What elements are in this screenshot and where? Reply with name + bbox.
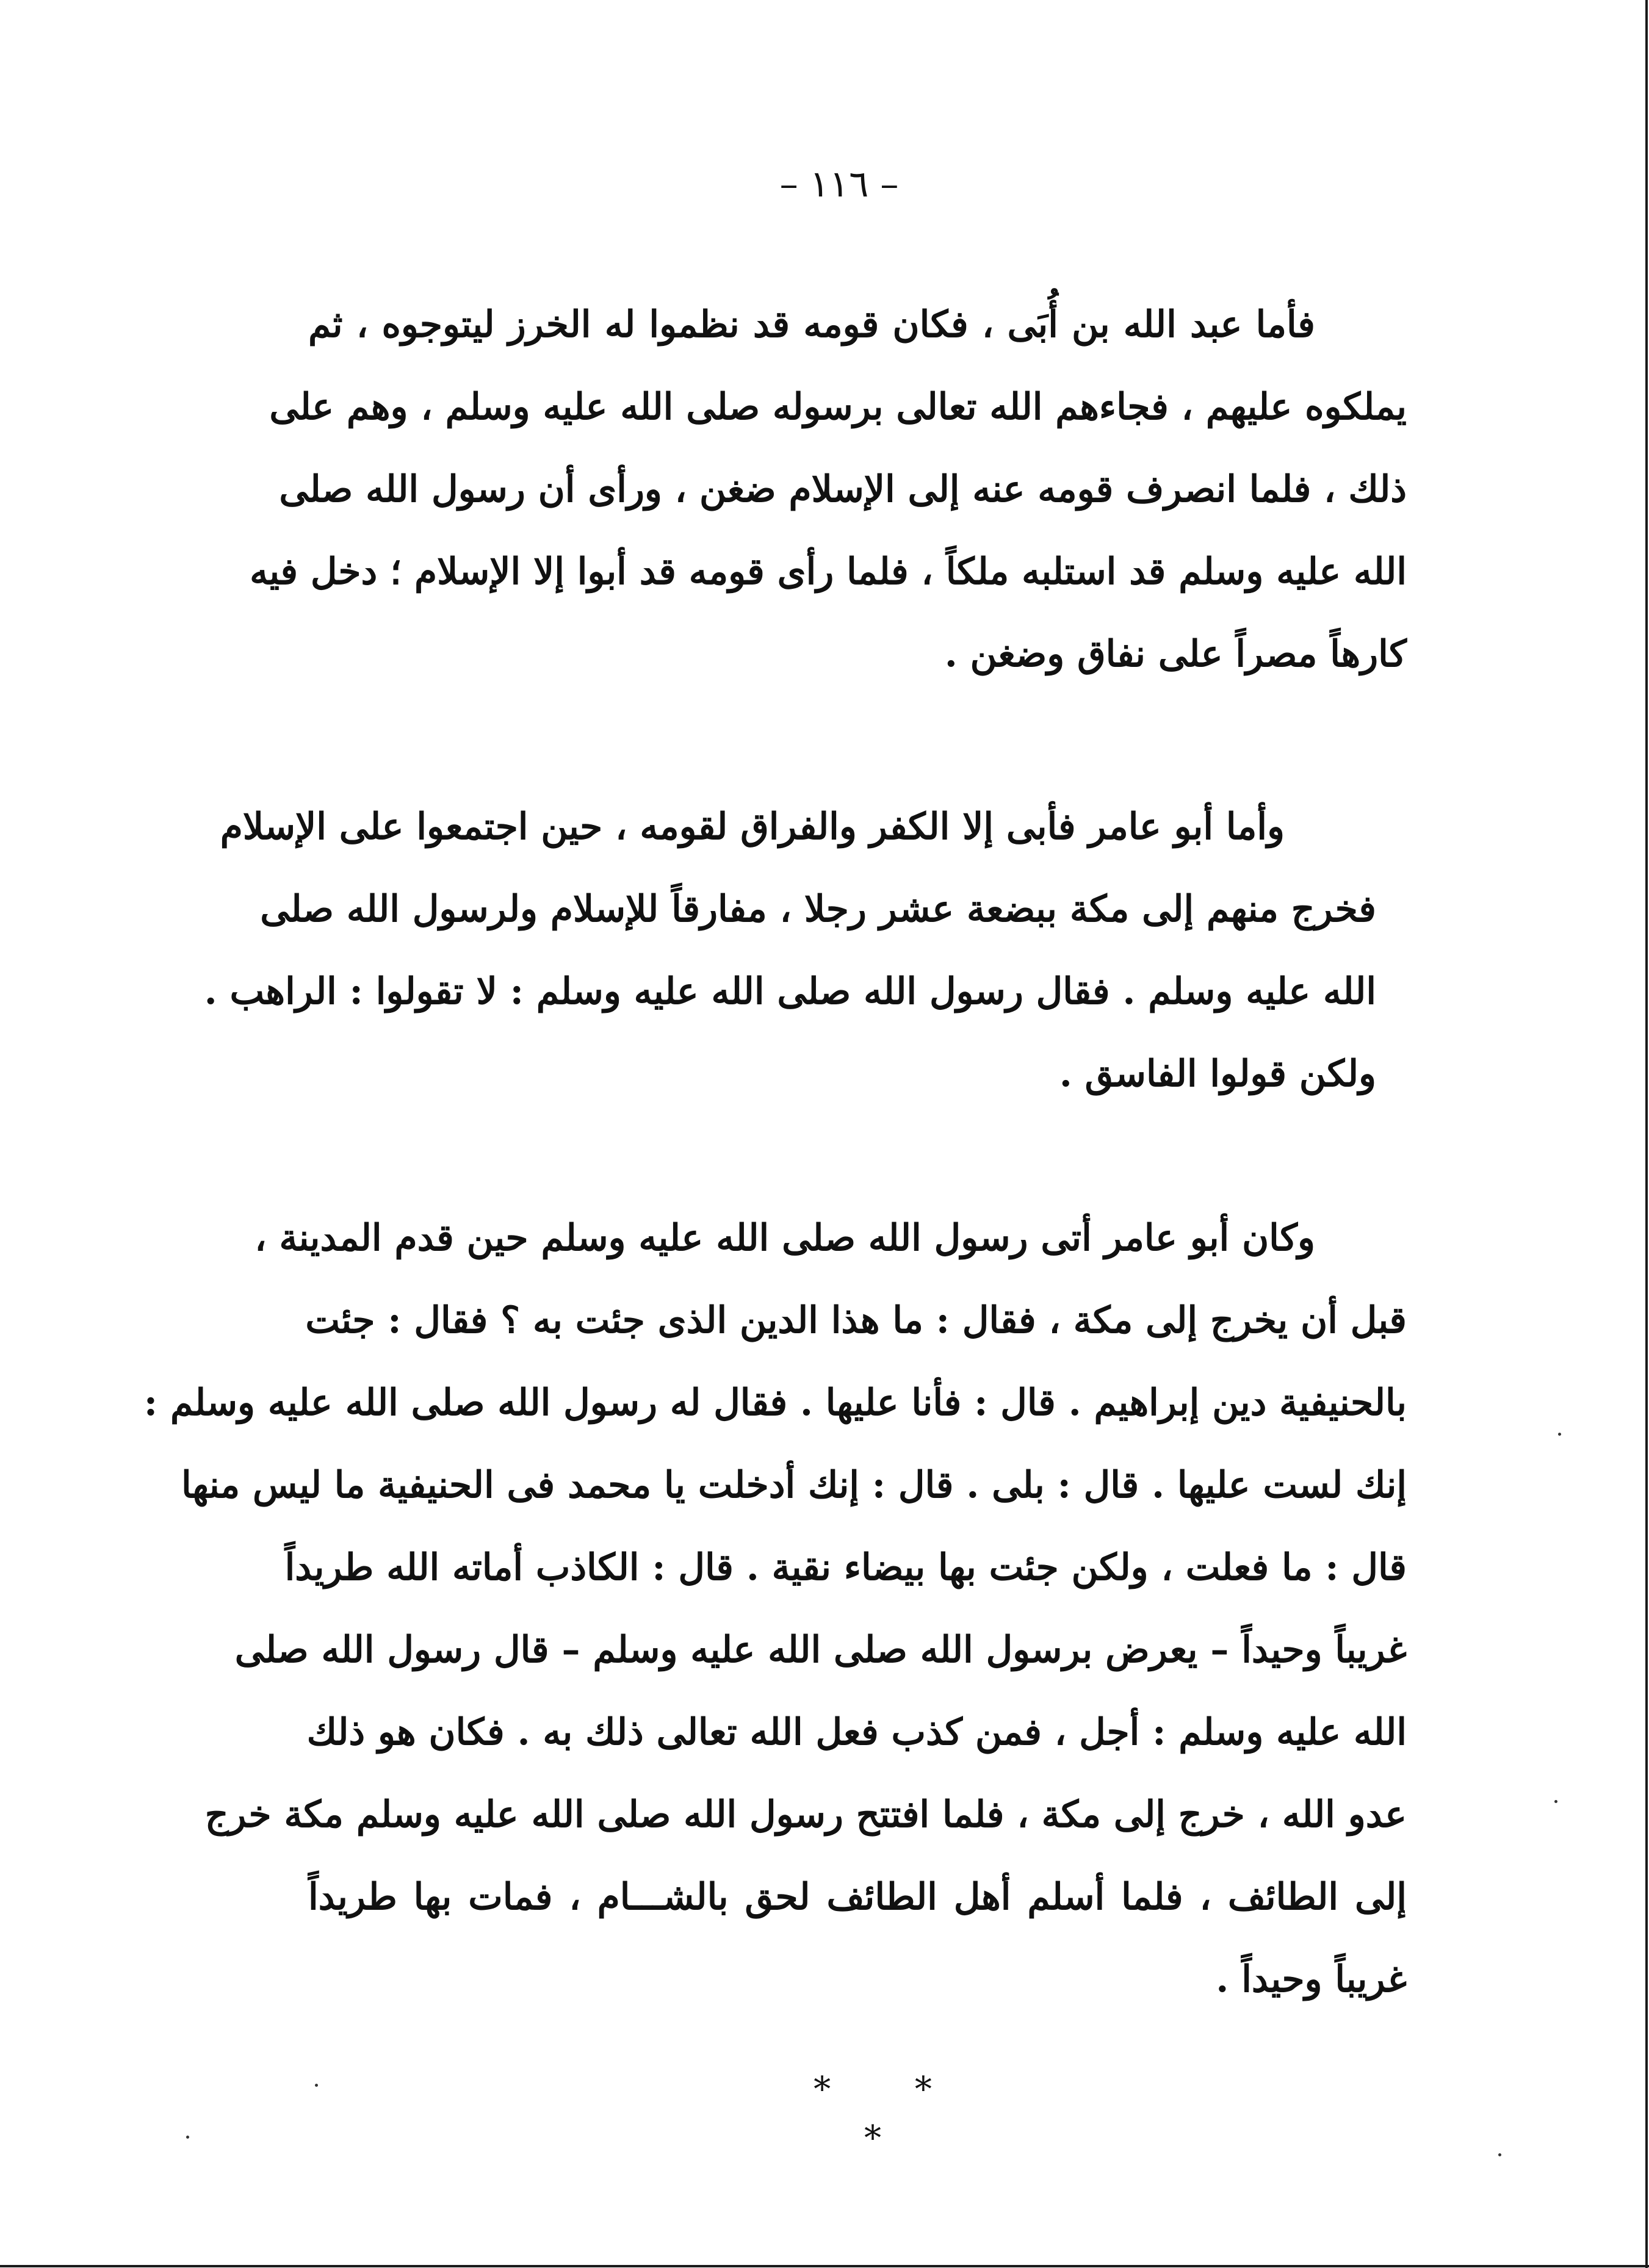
paragraph-abu-amir-visit — [143, 1197, 1407, 2021]
text-line: فأما عبد الله بن أُبَى ، فكان قومه قد نظموا له الخرز ليتوجوه ، ثم — [308, 303, 1315, 346]
text-line: يملكوه عليهم ، فجاءهم الله تعالى برسوله صلى الله عليه وسلم ، وهم على — [269, 386, 1407, 428]
text-line: فخرج منهم إلى مكة ببضعة عشر رجلا ، مفارقاً للإسلام ولرسول الله صلى — [260, 888, 1376, 931]
text-line: إنك لست عليها . قال : بلى . قال : إنك أدخلت يا محمد فى الحنيفية ما ليس منها — [181, 1464, 1407, 1507]
paragraph-abdullah-ibn-ubayy — [250, 284, 1407, 696]
text-line: الله عليه وسلم : أجل ، فمن كذب فعل الله تعالى ذلك به . فكان هو ذلك — [306, 1711, 1407, 1754]
scan-speck — [1554, 1800, 1557, 1803]
text-line: ذلك ، فلما انصرف قومه عنه إلى الإسلام ضغن ، ورأى أن رسول الله صلى — [279, 468, 1407, 511]
scan-speck — [315, 2084, 318, 2087]
text-line: بالحنيفية دين إبراهيم . قال : فأنا عليها . فقال له رسول الله صلى الله عليه وسلم : — [143, 1381, 1407, 1424]
scan-border-right — [1645, 0, 1648, 2268]
text-line: وكان أبو عامر أتى رسول الله صلى الله عليه وسلم حين قدم المدينة ، — [254, 1217, 1315, 1259]
section-separator: * * * — [814, 2070, 969, 2158]
scan-border-bottom — [0, 2265, 1649, 2267]
text-line: ولكن قولوا الفاسق . — [1059, 1053, 1376, 1095]
text-line: قبل أن يخرج إلى مكة ، فقال : ما هذا الدين الذى جئت به ؟ فقال : جئت — [305, 1299, 1407, 1342]
text-line: وأما أبو عامر فأبى إلا الكفر والفراق لقومه ، حين اجتمعوا على الإسلام — [220, 805, 1285, 848]
text-line: كارهاً مصراً على نفاق وضغن . — [944, 633, 1407, 675]
text-line: غريباً وحيداً . — [1216, 1958, 1407, 2001]
text-line: الله عليه وسلم . فقال رسول الله صلى الله عليه وسلم : لا تقولوا : الراهب . — [204, 970, 1376, 1013]
text-line: غريباً وحيداً – يعرض برسول الله صلى الله عليه وسلم – قال رسول الله صلى — [234, 1629, 1407, 1671]
paragraph-abu-amir — [204, 786, 1376, 1115]
text-line: إلى الطائف ، فلما أسلم أهل الطائف لحق بالشـــام ، فمات بها طريداً — [308, 1876, 1407, 1918]
text-line: الله عليه وسلم قد استلبه ملكاً ، فلما رأى قومه قد أبوا إلا الإسلام ؛ دخل فيه — [250, 550, 1407, 593]
scan-speck — [1498, 2153, 1501, 2156]
text-line: عدو الله ، خرج إلى مكة ، فلما افتتح رسول الله صلى الله عليه وسلم مكة خرج — [204, 1793, 1407, 1836]
text-line: قال : ما فعلت ، ولكن جئت بها بيضاء نقية . قال : الكاذب أماته الله طريداً — [284, 1546, 1407, 1589]
scan-speck — [1558, 1433, 1561, 1436]
scan-speck — [186, 2136, 189, 2139]
page-number: – ١١٦ – — [779, 163, 899, 206]
